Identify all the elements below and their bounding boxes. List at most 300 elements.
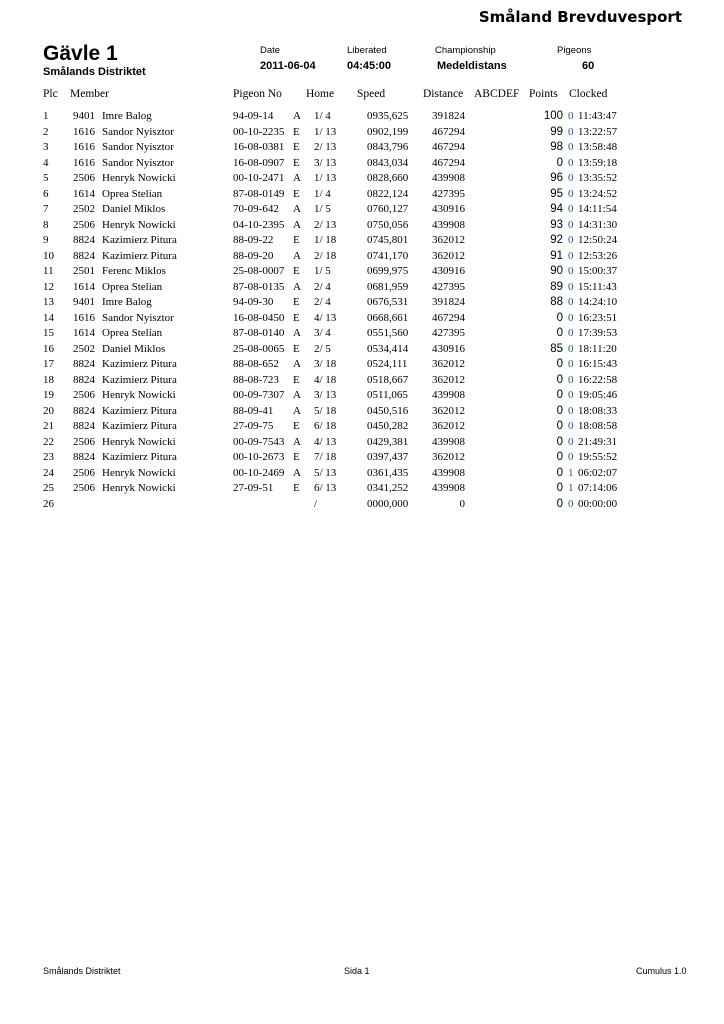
table-row [0, 140, 724, 156]
member-id-cell: 8824 [73, 234, 95, 246]
clocked-cell: 18:11:20 [578, 342, 617, 355]
member-id-cell: 2501 [73, 265, 95, 277]
home-cell: 2/ 5 [314, 342, 331, 355]
pigeon-no-cell: 88-08-723 [233, 373, 279, 386]
place-cell: 15 [43, 327, 54, 339]
speed-cell: 0745,801 [367, 234, 409, 246]
home-cell: 2/ 4 [314, 296, 331, 308]
table-row [0, 435, 724, 451]
home-cell: 4/ 18 [314, 373, 337, 386]
member-id-cell: 1616 [73, 156, 95, 169]
place-cell: 20 [43, 404, 54, 417]
member-id-cell: 8824 [73, 358, 95, 370]
member-name-cell: Sandor Nyisztor [102, 141, 174, 153]
table-row [0, 218, 724, 234]
clocked-cell: 15:00:37 [578, 265, 618, 277]
table-row [0, 450, 724, 466]
speed-cell: 0902,199 [367, 125, 409, 138]
championship-value: Medeldistans [437, 60, 507, 72]
sex-code-cell: E [293, 451, 300, 463]
distance-cell: 439908 [432, 172, 465, 184]
member-id-cell: 1614 [73, 327, 95, 339]
day-cell: 0 [568, 296, 574, 308]
speed-cell: 0000,000 [367, 497, 409, 510]
member-name-cell: Imre Balog [102, 296, 152, 308]
speed-cell: 0524,111 [367, 358, 408, 370]
clocked-cell: 12:53:26 [578, 249, 618, 262]
home-cell: 2/ 4 [314, 280, 331, 293]
pigeon-no-cell: 87-08-0149 [233, 187, 285, 200]
points-cell: 0 [556, 420, 563, 432]
points-cell: 0 [556, 389, 563, 401]
day-cell: 0 [568, 141, 574, 153]
distance-cell: 439908 [432, 482, 465, 494]
member-id-cell: 1616 [73, 141, 95, 153]
pigeon-no-cell: 94-09-14 [233, 110, 274, 122]
speed-cell: 0843,034 [367, 156, 409, 169]
race-title: Gävle 1 [43, 42, 118, 65]
clocked-cell: 19:05:46 [578, 389, 618, 401]
sex-code-cell: E [293, 156, 300, 169]
home-cell: 1/ 5 [314, 203, 331, 215]
speed-cell: 0822,124 [367, 187, 409, 200]
member-name-cell: Henryk Nowicki [102, 218, 176, 231]
day-cell: 0 [568, 327, 574, 339]
speed-cell: 0668,661 [367, 311, 409, 324]
table-row [0, 481, 724, 497]
day-cell: 0 [568, 389, 574, 401]
speed-cell: 0828,660 [367, 172, 409, 184]
day-cell: 0 [568, 110, 574, 122]
table-row [0, 404, 724, 420]
clocked-cell: 13:22:57 [578, 125, 618, 138]
sex-code-cell: E [293, 482, 300, 494]
pigeon-no-cell: 27-09-51 [233, 482, 274, 494]
pigeon-no-cell: 88-08-652 [233, 358, 279, 370]
day-cell: 0 [568, 156, 574, 169]
points-cell: 93 [550, 218, 563, 231]
day-cell: 0 [568, 249, 574, 262]
speed-cell: 0843,796 [367, 141, 409, 153]
place-cell: 25 [43, 482, 54, 494]
sex-code-cell: A [293, 218, 301, 231]
home-cell: 1/ 13 [314, 172, 337, 184]
table-row [0, 342, 724, 358]
member-id-cell: 9401 [73, 110, 95, 122]
home-cell: 1/ 5 [314, 265, 331, 277]
pigeon-no-cell: 16-08-0381 [233, 141, 285, 153]
clocked-cell: 18:08:33 [578, 404, 618, 417]
speed-cell: 0534,414 [367, 342, 409, 355]
points-cell: 0 [556, 373, 563, 386]
pigeons-label: Pigeons [557, 45, 592, 56]
column-header-distance: Distance [423, 88, 464, 100]
distance-cell: 430916 [432, 342, 465, 355]
day-cell: 0 [568, 280, 574, 293]
home-cell: 5/ 18 [314, 404, 337, 417]
home-cell: 2/ 18 [314, 249, 337, 262]
member-name-cell: Imre Balog [102, 110, 152, 122]
points-cell: 94 [550, 203, 563, 215]
pigeon-no-cell: 04-10-2395 [233, 218, 285, 231]
day-cell: 0 [568, 203, 574, 215]
member-name-cell: Oprea Stelian [102, 280, 163, 293]
clocked-cell: 00:00:00 [578, 497, 618, 510]
points-cell: 95 [550, 187, 563, 200]
column-header-clocked: Clocked [569, 88, 608, 100]
member-id-cell: 2506 [73, 172, 95, 184]
table-row [0, 326, 724, 342]
home-cell: 4/ 13 [314, 435, 337, 448]
day-cell: 0 [568, 218, 574, 231]
table-row [0, 202, 724, 218]
member-name-cell: Henryk Nowicki [102, 466, 176, 479]
clocked-cell: 13:24:52 [578, 187, 618, 200]
distance-cell: 467294 [432, 156, 465, 169]
clocked-cell: 06:02:07 [578, 466, 618, 479]
table-row [0, 264, 724, 280]
table-row [0, 171, 724, 187]
pigeon-no-cell: 00-09-7543 [233, 435, 285, 448]
member-name-cell: Sandor Nyisztor [102, 311, 174, 324]
clocked-cell: 13:59:18 [578, 156, 618, 169]
day-cell: 0 [568, 172, 574, 184]
place-cell: 4 [43, 156, 49, 169]
points-cell: 85 [550, 342, 563, 355]
pigeon-no-cell: 00-10-2469 [233, 466, 285, 479]
speed-cell: 0397,437 [367, 451, 409, 463]
place-cell: 9 [43, 234, 49, 246]
clocked-cell: 15:11:43 [578, 280, 617, 293]
column-header-home: Home [306, 88, 335, 100]
speed-cell: 0429,381 [367, 435, 409, 448]
distance-cell: 391824 [432, 296, 465, 308]
points-cell: 0 [556, 156, 563, 169]
sex-code-cell: E [293, 296, 300, 308]
home-cell: 2/ 13 [314, 218, 337, 231]
speed-cell: 0551,560 [367, 327, 409, 339]
table-row [0, 280, 724, 296]
member-id-cell: 1614 [73, 280, 95, 293]
clocked-cell: 18:08:58 [578, 420, 618, 432]
table-row [0, 419, 724, 435]
clocked-cell: 12:50:24 [578, 234, 618, 246]
speed-cell: 0450,516 [367, 404, 409, 417]
points-cell: 0 [556, 327, 563, 339]
table-row [0, 109, 724, 125]
distance-cell: 430916 [432, 265, 465, 277]
speed-cell: 0450,282 [367, 420, 409, 432]
place-cell: 18 [43, 373, 54, 386]
pigeon-no-cell: 27-09-75 [233, 420, 274, 432]
clocked-cell: 14:11:54 [578, 203, 617, 215]
footer-version: Cumulus 1.0 [636, 966, 687, 976]
sex-code-cell: E [293, 311, 300, 324]
liberated-label: Liberated [347, 45, 387, 56]
date-value: 2011-06-04 [260, 60, 316, 72]
member-name-cell: Kazimierz Pitura [102, 249, 177, 262]
place-cell: 23 [43, 451, 54, 463]
home-cell: 1/ 4 [314, 187, 331, 200]
day-cell: 0 [568, 125, 574, 138]
column-header-member: Member [70, 88, 109, 100]
pigeon-no-cell: 25-08-0007 [233, 265, 285, 277]
place-cell: 10 [43, 249, 54, 262]
sex-code-cell: A [293, 203, 301, 215]
pigeon-no-cell: 88-09-20 [233, 249, 274, 262]
place-cell: 13 [43, 296, 54, 308]
member-name-cell: Henryk Nowicki [102, 172, 176, 184]
place-cell: 21 [43, 420, 54, 432]
table-row [0, 233, 724, 249]
points-cell: 100 [543, 110, 563, 122]
table-row [0, 156, 724, 172]
speed-cell: 0341,252 [367, 482, 409, 494]
speed-cell: 0681,959 [367, 280, 409, 293]
clocked-cell: 21:49:31 [578, 435, 618, 448]
distance-cell: 362012 [432, 234, 465, 246]
day-cell: 0 [568, 265, 574, 277]
distance-cell: 467294 [432, 125, 465, 138]
distance-cell: 362012 [432, 373, 465, 386]
member-id-cell: 2502 [73, 342, 95, 355]
pigeon-no-cell: 87-08-0135 [233, 280, 285, 293]
distance-cell: 439908 [432, 435, 465, 448]
points-cell: 98 [550, 141, 563, 153]
table-row [0, 388, 724, 404]
pigeon-no-cell: 16-08-0450 [233, 311, 285, 324]
home-cell: 1/ 4 [314, 110, 331, 122]
home-cell: 3/ 13 [314, 389, 337, 401]
column-header-pigeon-no: Pigeon No [233, 88, 282, 100]
speed-cell: 0760,127 [367, 203, 409, 215]
points-cell: 89 [550, 280, 563, 293]
points-cell: 0 [556, 311, 563, 324]
place-cell: 8 [43, 218, 49, 231]
place-cell: 26 [43, 497, 54, 510]
points-cell: 96 [550, 172, 563, 184]
pigeon-no-cell: 00-10-2235 [233, 125, 285, 138]
member-id-cell: 2506 [73, 218, 95, 231]
points-cell: 0 [556, 482, 563, 494]
clocked-cell: 13:58:48 [578, 141, 618, 153]
points-cell: 0 [556, 435, 563, 448]
column-header-abcdef: ABCDEF [474, 88, 520, 100]
table-row [0, 295, 724, 311]
member-name-cell: Henryk Nowicki [102, 482, 176, 494]
speed-cell: 0935,625 [367, 110, 409, 122]
column-header-points: Points [529, 88, 558, 100]
home-cell: 2/ 13 [314, 141, 337, 153]
table-row [0, 125, 724, 141]
championship-label: Championship [435, 45, 496, 56]
home-cell: / [314, 497, 318, 510]
distance-cell: 439908 [432, 389, 465, 401]
member-name-cell: Daniel Miklos [102, 203, 166, 215]
place-cell: 7 [43, 203, 49, 215]
pigeon-no-cell: 70-09-642 [233, 203, 279, 215]
sex-code-cell: E [293, 342, 300, 355]
day-cell: 0 [568, 451, 574, 463]
points-cell: 90 [550, 265, 563, 277]
place-cell: 22 [43, 435, 54, 448]
home-cell: 1/ 18 [314, 234, 337, 246]
date-label: Date [260, 45, 281, 56]
clocked-cell: 07:14:06 [578, 482, 618, 494]
column-header-speed: Speed [357, 88, 386, 100]
liberated-value: 04:45:00 [347, 60, 392, 72]
member-name-cell: Ferenc Miklos [102, 265, 166, 277]
distance-cell: 427395 [432, 187, 465, 200]
table-row [0, 187, 724, 203]
pigeon-no-cell: 00-10-2471 [233, 172, 285, 184]
home-cell: 1/ 13 [314, 125, 337, 138]
speed-cell: 0518,667 [367, 373, 409, 386]
member-id-cell: 8824 [73, 249, 95, 262]
pigeon-no-cell: 25-08-0065 [233, 342, 285, 355]
pigeon-no-cell: 88-09-22 [233, 234, 274, 246]
footer-page-number: Sida 1 [344, 966, 370, 976]
member-id-cell: 1616 [73, 311, 95, 324]
day-cell: 0 [568, 311, 574, 324]
clocked-cell: 13:35:52 [578, 172, 618, 184]
home-cell: 3/ 13 [314, 156, 337, 169]
distance-cell: 391824 [432, 110, 465, 122]
table-row [0, 497, 724, 513]
member-name-cell: Kazimierz Pitura [102, 451, 177, 463]
distance-cell: 439908 [432, 466, 465, 479]
member-id-cell: 1616 [73, 125, 95, 138]
member-name-cell: Kazimierz Pitura [102, 234, 177, 246]
speed-cell: 0676,531 [367, 296, 409, 308]
sex-code-cell: E [293, 234, 300, 246]
member-id-cell: 2506 [73, 466, 95, 479]
district-name: Smålands Distriktet [43, 66, 146, 78]
member-id-cell: 8824 [73, 451, 95, 463]
distance-cell: 362012 [432, 420, 465, 432]
member-name-cell: Kazimierz Pitura [102, 420, 177, 432]
clocked-cell: 11:43:47 [578, 110, 617, 122]
member-name-cell: Oprea Stelian [102, 187, 163, 200]
clocked-cell: 17:39:53 [578, 327, 618, 339]
day-cell: 0 [568, 420, 574, 432]
distance-cell: 362012 [432, 249, 465, 262]
footer-district: Smålands Distriktet [43, 966, 121, 976]
points-cell: 0 [556, 358, 563, 370]
member-name-cell: Kazimierz Pitura [102, 404, 177, 417]
distance-cell: 430916 [432, 203, 465, 215]
sex-code-cell: E [293, 141, 300, 153]
place-cell: 1 [43, 110, 49, 122]
clocked-cell: 19:55:52 [578, 451, 618, 463]
table-row [0, 357, 724, 373]
day-cell: 1 [568, 482, 574, 494]
member-id-cell: 9401 [73, 296, 95, 308]
sex-code-cell: A [293, 435, 301, 448]
member-id-cell: 1614 [73, 187, 95, 200]
speed-cell: 0361,435 [367, 466, 409, 479]
day-cell: 0 [568, 435, 574, 448]
day-cell: 0 [568, 373, 574, 386]
column-header-plc: Plc [43, 88, 58, 100]
distance-cell: 362012 [432, 451, 465, 463]
pigeon-no-cell: 88-09-41 [233, 404, 274, 417]
member-id-cell: 2506 [73, 435, 95, 448]
points-cell: 92 [550, 234, 563, 246]
speed-cell: 0511,065 [367, 389, 408, 401]
home-cell: 3/ 4 [314, 327, 331, 339]
sex-code-cell: A [293, 280, 301, 293]
table-row [0, 373, 724, 389]
place-cell: 16 [43, 342, 54, 355]
home-cell: 4/ 13 [314, 311, 337, 324]
points-cell: 0 [556, 404, 563, 417]
place-cell: 3 [43, 141, 49, 153]
pigeon-no-cell: 00-10-2673 [233, 451, 285, 463]
points-cell: 0 [556, 466, 563, 479]
points-cell: 91 [550, 249, 563, 262]
pigeon-no-cell: 87-08-0140 [233, 327, 285, 339]
day-cell: 0 [568, 497, 574, 510]
table-row [0, 466, 724, 482]
distance-cell: 467294 [432, 141, 465, 153]
speed-cell: 0699,975 [367, 265, 409, 277]
speed-cell: 0750,056 [367, 218, 409, 231]
day-cell: 0 [568, 404, 574, 417]
day-cell: 0 [568, 358, 574, 370]
place-cell: 6 [43, 187, 49, 200]
pigeon-no-cell: 16-08-0907 [233, 156, 285, 169]
member-id-cell: 8824 [73, 404, 95, 417]
points-cell: 0 [556, 451, 563, 463]
member-id-cell: 2506 [73, 482, 95, 494]
distance-cell: 362012 [432, 404, 465, 417]
sex-code-cell: A [293, 466, 301, 479]
member-name-cell: Sandor Nyisztor [102, 125, 174, 138]
member-id-cell: 8824 [73, 373, 95, 386]
place-cell: 12 [43, 280, 54, 293]
table-row [0, 311, 724, 327]
member-name-cell: Henryk Nowicki [102, 435, 176, 448]
member-id-cell: 2502 [73, 203, 95, 215]
place-cell: 17 [43, 358, 54, 370]
clocked-cell: 16:15:43 [578, 358, 618, 370]
results-table [0, 109, 724, 512]
place-cell: 2 [43, 125, 49, 138]
points-cell: 99 [550, 125, 563, 138]
sex-code-cell: A [293, 389, 301, 401]
home-cell: 5/ 13 [314, 466, 337, 479]
sex-code-cell: A [293, 327, 301, 339]
day-cell: 1 [568, 466, 574, 479]
sex-code-cell: E [293, 187, 300, 200]
sex-code-cell: E [293, 265, 300, 277]
distance-cell: 362012 [432, 358, 465, 370]
member-id-cell: 2506 [73, 389, 95, 401]
place-cell: 5 [43, 172, 49, 184]
clocked-cell: 14:31:30 [578, 218, 618, 231]
day-cell: 0 [568, 234, 574, 246]
table-row [0, 249, 724, 265]
home-cell: 3/ 18 [314, 358, 337, 370]
pigeon-no-cell: 94-09-30 [233, 296, 274, 308]
place-cell: 24 [43, 466, 54, 479]
clocked-cell: 14:24:10 [578, 296, 618, 308]
clocked-cell: 16:22:58 [578, 373, 618, 386]
sex-code-cell: A [293, 404, 301, 417]
sex-code-cell: E [293, 373, 300, 386]
sex-code-cell: E [293, 125, 300, 138]
